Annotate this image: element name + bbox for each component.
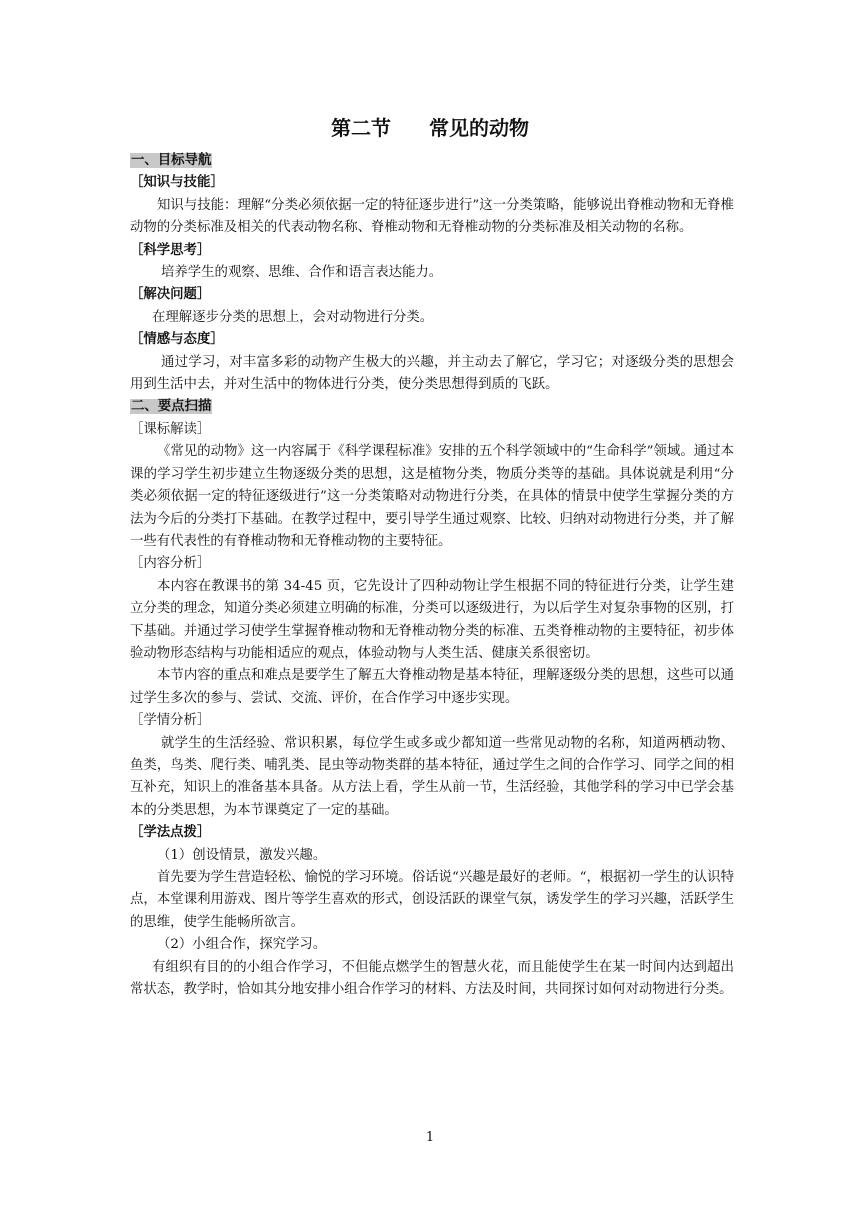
section-number: 第二节: [331, 116, 391, 140]
paragraph: 有组织有目的的小组合作学习，不但能点燃学生的智慧火花，而且能使学生在某一时间内达到超出常状态，教学时，恰如其分地安排小组合作学习的材料、方法及时间，共同探讨如何对动物进行分类。: [130, 959, 734, 998]
subsection-heading: ［学法点拨］: [130, 825, 211, 841]
section-heading: 一、目标导航: [131, 153, 212, 168]
paragraph: （2）小组合作，探究学习。: [157, 937, 327, 953]
page-number: 1: [425, 1130, 435, 1145]
paragraph: 本节内容的重点和难点是要学生了解五大脊椎动物是基本特征，理解逐级分类的思想，这些可以通过学生多次的参与、尝试、交流、评价，在合作学习中逐步实现。: [130, 668, 734, 706]
subsection-heading: ［解决问题］: [130, 287, 211, 303]
paragraph: 培养学生的观察、思维、合作和语言表达能力。: [161, 265, 443, 281]
subsection-heading: ［课标解读］: [130, 421, 211, 437]
section-title: 常见的动物: [429, 116, 529, 140]
paragraph: 就学生的生活经验、常识积累，每位学生或多或少都知道一些常见动物的名称，知道两栖动物、鱼类，鸟类、爬行类、哺乳类、昆虫等动物类群的基本特征，通过学生之间的合作学习、同学之间的相互补充，知识上的准备基本具备。从方法上看，学生从前一节，生活经验，其他学科的学习中已学会基本的分类思想，为本节课奠定了一定的基础。: [130, 735, 734, 818]
section-heading: 二、要点扫描: [131, 399, 212, 415]
subsection-heading: ［科学思考］: [130, 242, 211, 258]
paragraph: 首先要为学生营造轻松、愉悦的学习环境。俗话说“兴趣是最好的老师。“，根据初一学生的认识特点，本堂课利用游戏、图片等学生喜欢的形式，创设活跃的课堂气氛，诱发学生的学习兴趣，活跃学生的思维，使学生能畅所欲言。: [130, 870, 734, 930]
paragraph: 通过学习，对丰富多彩的动物产生极大的兴趣，并主动去了解它，学习它；对逐级分类的思想会用到生活中去，并对生活中的物体进行分类，使分类思想得到质的飞跃。: [130, 354, 734, 393]
page-title: [0, 114, 860, 142]
paragraph: （1）创设情景，激发兴趣。: [157, 847, 327, 863]
subsection-heading: ［知识与技能］: [130, 175, 224, 191]
paragraph: 知识与技能：理解“分类必须依据一定的特征逐步进行”这一分类策略，能够说出脊椎动物和无脊椎动物的分类标准及相关的代表动物名称、脊椎动物和无脊椎动物的分类标准及相关动物的名称。: [130, 197, 734, 236]
document-body: [130, 150, 734, 1001]
subsection-heading: ［学情分析］: [130, 713, 211, 729]
paragraph: 在理解逐步分类的思想上，会对动物进行分类。: [152, 309, 434, 325]
subsection-heading: ［情感与态度］: [130, 332, 224, 348]
paragraph: 《常见的动物》这一内容属于《科学课程标准》安排的五个科学领域中的“生命科学”领域。通过本课的学习学生初步建立生物逐级分类的思想，这是植物分类，物质分类等的基础。具体说就是利用“分类必须依据一定的特征逐级进行”这一分类策略对动物进行分类，在具体的情景中使学生掌握分类的方法为今后的分类打下基础。在教学过程中，要引导学生通过观察、比较、归纳对动物进行分类，并了解一些有代表性的有脊椎动物和无脊椎动物的主要特征。: [130, 444, 734, 549]
subsection-heading: ［内容分析］: [130, 556, 211, 572]
paragraph: 本内容在教课书的第 34-45 页，它先设计了四种动物让学生根据不同的特征进行分类，让学生建立分类的理念，知道分类必须建立明确的标准，分类可以逐级进行，为以后学生对复杂事物的区别，打下基础。并通过学习使学生掌握脊椎动物和无脊椎动物分类的标准、五类脊椎动物的主要特征，初步体验动物形态结构与功能相适应的观点，体验动物与人类生活、健康关系很密切。: [130, 578, 734, 661]
